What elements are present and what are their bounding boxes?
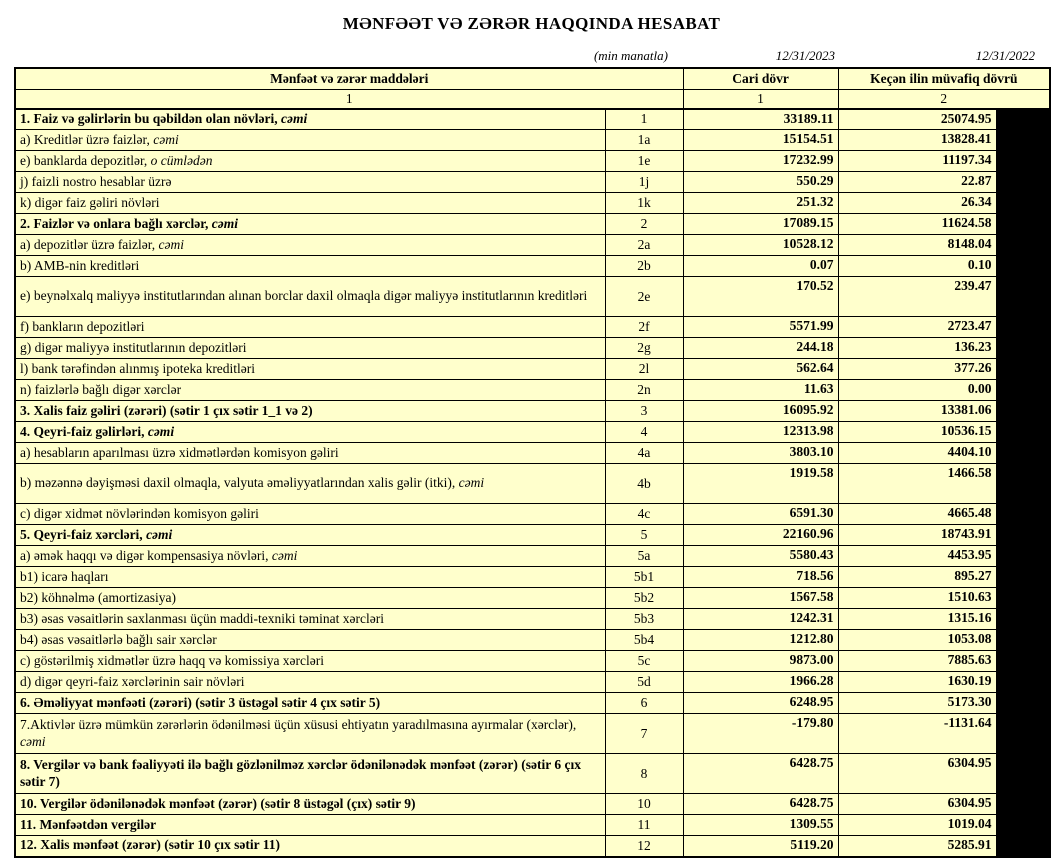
row-label-em: cəmi (147, 423, 175, 439)
row-label (15, 151, 605, 172)
table-row (15, 630, 1050, 651)
row-previous-value: 1510.63 (838, 588, 996, 609)
black-filler-cell (996, 693, 1050, 714)
row-code: 1k (605, 193, 683, 214)
row-label-text: a) Kreditlər üzrə faizlər, (20, 131, 154, 147)
black-filler-cell (996, 630, 1050, 651)
table-row (15, 214, 1050, 235)
row-current-value: 6248.95 (683, 693, 838, 714)
row-previous-value: 4665.48 (838, 504, 996, 525)
table-row (15, 672, 1050, 693)
row-current-value: 11.63 (683, 380, 838, 401)
black-filler-cell (996, 443, 1050, 464)
table-row (15, 172, 1050, 193)
row-previous-value: 136.23 (838, 338, 996, 359)
row-code: 5b1 (605, 567, 683, 588)
row-previous-value: 377.26 (838, 359, 996, 380)
black-filler-cell (996, 380, 1050, 401)
row-current-value: 10528.12 (683, 235, 838, 256)
black-filler-cell (996, 504, 1050, 525)
row-label-text: 4. Qeyri-faiz gəlirləri, (20, 423, 148, 439)
row-previous-value: 18743.91 (838, 525, 996, 546)
row-current-value: 550.29 (683, 172, 838, 193)
row-code: 2g (605, 338, 683, 359)
row-current-value: 16095.92 (683, 401, 838, 422)
row-label (15, 109, 605, 130)
row-previous-value: 25074.95 (838, 109, 996, 130)
table-row (15, 193, 1050, 214)
black-filler-cell (996, 651, 1050, 672)
row-previous-value: 6304.95 (838, 794, 996, 815)
black-filler-cell (996, 567, 1050, 588)
row-label (15, 464, 605, 504)
table-row (15, 256, 1050, 277)
row-current-value: 6591.30 (683, 504, 838, 525)
row-label-em: cəmi (153, 131, 179, 147)
table-row (15, 109, 1050, 130)
table-row (15, 693, 1050, 714)
header-row (15, 68, 1050, 89)
row-previous-value: 1630.19 (838, 672, 996, 693)
row-code: 2e (605, 277, 683, 317)
row-previous-value: 1053.08 (838, 630, 996, 651)
row-label (15, 504, 605, 525)
row-previous-value: 0.10 (838, 256, 996, 277)
row-previous-value: 6304.95 (838, 754, 996, 794)
row-label-text: 7.Aktivlər üzrə mümkün zərərlərin ödənilməsi üçün xüsusi ehtiyatın yaradılmasına ayırmalar (xərclər), (20, 716, 577, 732)
row-label-text: 3. Xalis faiz gəliri (zərəri) (sətir 1 çıx sətir 1_1 və 2) (20, 402, 313, 418)
black-filler-cell (996, 422, 1050, 443)
row-label-text: c) digər xidmət növlərindən komisyon gəliri (20, 505, 259, 521)
row-label-em: cəmi (211, 215, 238, 231)
row-label-text: a) əmək haqqı və digər kompensasiya növləri, (20, 547, 272, 563)
table-row (15, 525, 1050, 546)
row-code: 8 (605, 754, 683, 794)
row-label (15, 193, 605, 214)
row-code: 2b (605, 256, 683, 277)
row-label (15, 130, 605, 151)
row-label (15, 651, 605, 672)
row-previous-value: 1315.16 (838, 609, 996, 630)
row-label-text: 5. Qeyri-faiz xərcləri, (20, 526, 147, 542)
row-current-value: 718.56 (683, 567, 838, 588)
row-label-text: b) AMB-nin kreditləri (20, 257, 140, 273)
meta-row (14, 48, 1049, 64)
row-previous-value: 7885.63 (838, 651, 996, 672)
table-row (15, 504, 1050, 525)
row-label (15, 672, 605, 693)
row-previous-value: 5285.91 (838, 836, 996, 857)
row-label-text: 10. Vergilər ödənilənədək mənfəət (zərər) (sətir 8 üstəgəl (çıx) sətir 9) (20, 795, 416, 811)
row-label-text: b3) əsas vəsaitlərin saxlanması üçün maddi-texniki təminat xərcləri (20, 610, 385, 626)
row-label (15, 317, 605, 338)
col-header-current: Cari dövr (683, 68, 838, 89)
row-current-value: 5580.43 (683, 546, 838, 567)
profit-loss-table (14, 67, 1051, 858)
black-filler-cell (996, 672, 1050, 693)
row-previous-value: 8148.04 (838, 235, 996, 256)
row-code: 2l (605, 359, 683, 380)
row-label-text: b1) icarə haqları (20, 568, 109, 584)
table-row (15, 338, 1050, 359)
black-filler-cell (996, 815, 1050, 836)
row-label-em: cəmi (281, 110, 308, 126)
table-row (15, 277, 1050, 317)
row-current-value: 1309.55 (683, 815, 838, 836)
row-code: 4a (605, 443, 683, 464)
table-row (15, 235, 1050, 256)
table-row (15, 380, 1050, 401)
row-previous-value: 11197.34 (838, 151, 996, 172)
black-filler-cell (996, 277, 1050, 317)
row-label (15, 380, 605, 401)
row-current-value: 1212.80 (683, 630, 838, 651)
row-label-text: e) beynəlxalq maliyyə institutlarından alınan borclar daxil olmaqla digər maliyyə institutlarının kreditləri (20, 288, 588, 304)
row-code: 2 (605, 214, 683, 235)
row-label (15, 567, 605, 588)
row-label (15, 277, 605, 317)
black-filler-cell (996, 130, 1050, 151)
row-label (15, 338, 605, 359)
unit-note: (min manatla) (593, 48, 668, 63)
black-filler-cell (996, 338, 1050, 359)
row-label (15, 754, 605, 794)
row-label (15, 422, 605, 443)
column-number-row (15, 89, 1050, 109)
row-label-text: a) depozitlər üzrə faizlər, (20, 236, 159, 252)
row-current-value: 17089.15 (683, 214, 838, 235)
row-label (15, 443, 605, 464)
row-label (15, 546, 605, 567)
row-label-text: e) banklarda depozitlər, (20, 152, 151, 168)
black-filler-cell (996, 714, 1050, 754)
row-code: 3 (605, 401, 683, 422)
row-label-text: l) bank tərəfindən alınmış ipoteka kreditləri (20, 360, 256, 376)
report-title: MƏNFƏƏT VƏ ZƏRƏR HAQQINDA HESABAT (342, 14, 721, 33)
table-row (15, 754, 1050, 794)
row-code: 2f (605, 317, 683, 338)
row-code: 1e (605, 151, 683, 172)
row-label-text: 12. Xalis mənfəət (zərər) (sətir 10 çıx sətir 11) (20, 837, 281, 853)
row-label-text: b2) köhnəlmə (amortizasiya) (20, 589, 176, 605)
row-code: 1 (605, 109, 683, 130)
row-code: 6 (605, 693, 683, 714)
row-current-value: 33189.11 (683, 109, 838, 130)
table-row (15, 836, 1050, 857)
row-code: 2a (605, 235, 683, 256)
row-current-value: -179.80 (683, 714, 838, 754)
col-num-current: 1 (683, 89, 838, 109)
black-filler-cell (996, 588, 1050, 609)
col-header-previous: Keçən ilin müvafiq dövrü (838, 68, 1050, 89)
row-previous-value: 1019.04 (838, 815, 996, 836)
row-previous-value: -1131.64 (838, 714, 996, 754)
row-label (15, 794, 605, 815)
row-current-value: 9873.00 (683, 651, 838, 672)
row-current-value: 15154.51 (683, 130, 838, 151)
row-code: 5 (605, 525, 683, 546)
row-current-value: 0.07 (683, 256, 838, 277)
date-previous: 12/31/2022 (975, 48, 1035, 63)
row-current-value: 170.52 (683, 277, 838, 317)
row-previous-value: 5173.30 (838, 693, 996, 714)
table-row (15, 651, 1050, 672)
row-label (15, 256, 605, 277)
row-label (15, 588, 605, 609)
row-label (15, 525, 605, 546)
row-label-em: cəmi (20, 733, 46, 749)
black-filler-cell (996, 109, 1050, 130)
row-label-text: 2. Faizlər və onlara bağlı xərclər, (20, 215, 212, 231)
black-filler-cell (996, 235, 1050, 256)
row-code: 1a (605, 130, 683, 151)
black-filler-cell (996, 172, 1050, 193)
table-row (15, 588, 1050, 609)
row-code: 5b3 (605, 609, 683, 630)
row-current-value: 17232.99 (683, 151, 838, 172)
table-header (15, 68, 1050, 109)
black-filler-cell (996, 836, 1050, 857)
row-label-em: cəmi (146, 526, 173, 542)
row-label (15, 214, 605, 235)
row-previous-value: 13828.41 (838, 130, 996, 151)
row-label-em: o cümlədən (150, 152, 213, 168)
table-row (15, 714, 1050, 754)
date-current: 12/31/2023 (775, 48, 835, 63)
row-label (15, 172, 605, 193)
row-previous-value: 22.87 (838, 172, 996, 193)
black-filler-cell (996, 193, 1050, 214)
row-code: 1j (605, 172, 683, 193)
table-row (15, 546, 1050, 567)
row-label-text: c) göstərilmiş xidmətlər üzrə haqq və komissiya xərcləri (20, 652, 325, 668)
black-filler-cell (996, 794, 1050, 815)
row-label-text: 6. Əməliyyat mənfəəti (zərəri) (sətir 3 üstəgəl sətir 4 çıx sətir 5) (20, 694, 381, 710)
row-current-value: 22160.96 (683, 525, 838, 546)
black-filler-cell (996, 546, 1050, 567)
row-label-text: 8. Vergilər və bank fəaliyyəti ilə bağlı gözlənilməz xərclər ödənilənədək mənfəət (zərər) (sətir 6 çıx sətir 7) (20, 756, 581, 789)
row-label-em: cəmi (458, 475, 485, 491)
row-code: 4b (605, 464, 683, 504)
table-row (15, 317, 1050, 338)
row-code: 5c (605, 651, 683, 672)
row-label-text: a) hesabların aparılması üzrə xidmətlərdən komisyon gəliri (20, 444, 339, 460)
row-previous-value: 4404.10 (838, 443, 996, 464)
row-label-em: cəmi (158, 236, 184, 252)
black-filler-cell (996, 401, 1050, 422)
col-num-items: 1 (15, 89, 683, 109)
black-filler-cell (996, 214, 1050, 235)
table-row (15, 401, 1050, 422)
row-label (15, 401, 605, 422)
table-row (15, 359, 1050, 380)
black-filler-cell (996, 317, 1050, 338)
row-label-text: n) faizlərlə bağlı digər xərclər (20, 381, 182, 397)
table-row (15, 815, 1050, 836)
row-label-text: g) digər maliyyə institutlarının depozitləri (20, 339, 247, 355)
row-label (15, 609, 605, 630)
row-previous-value: 0.00 (838, 380, 996, 401)
table-row (15, 151, 1050, 172)
row-current-value: 1567.58 (683, 588, 838, 609)
table-row (15, 794, 1050, 815)
row-code: 10 (605, 794, 683, 815)
row-current-value: 5119.20 (683, 836, 838, 857)
table-body (15, 109, 1050, 857)
row-label-text: k) digər faiz gəliri növləri (20, 194, 160, 210)
row-previous-value: 895.27 (838, 567, 996, 588)
row-current-value: 1242.31 (683, 609, 838, 630)
row-label (15, 815, 605, 836)
row-code: 5a (605, 546, 683, 567)
row-previous-value: 10536.15 (838, 422, 996, 443)
row-code: 2n (605, 380, 683, 401)
row-current-value: 244.18 (683, 338, 838, 359)
row-current-value: 6428.75 (683, 794, 838, 815)
black-filler-cell (996, 359, 1050, 380)
row-code: 11 (605, 815, 683, 836)
table-row (15, 443, 1050, 464)
table-row (15, 567, 1050, 588)
row-code: 4 (605, 422, 683, 443)
row-label-text: b) məzənnə dəyişməsi daxil olmaqla, valyuta əməliyyatlarından xalis gəlir (itki), (20, 475, 459, 491)
table-row (15, 609, 1050, 630)
row-current-value: 5571.99 (683, 317, 838, 338)
row-code: 4c (605, 504, 683, 525)
row-label-text: d) digər qeyri-faiz xərclərinin sair növləri (20, 673, 245, 689)
row-label (15, 235, 605, 256)
table-row (15, 464, 1050, 504)
row-code: 7 (605, 714, 683, 754)
row-previous-value: 1466.58 (838, 464, 996, 504)
row-previous-value: 11624.58 (838, 214, 996, 235)
col-num-previous: 2 (838, 89, 1050, 109)
row-label-text: b4) əsas vəsaitlərlə bağlı sair xərclər (20, 631, 217, 647)
row-label-text: 1. Faiz və gəlirlərin bu qəbildən olan növləri, (20, 110, 281, 126)
black-filler-cell (996, 525, 1050, 546)
col-header-items: Mənfəət və zərər maddələri (15, 68, 683, 89)
row-label (15, 630, 605, 651)
row-current-value: 3803.10 (683, 443, 838, 464)
row-previous-value: 2723.47 (838, 317, 996, 338)
row-label-text: f) bankların depozitləri (20, 318, 145, 334)
row-code: 5b2 (605, 588, 683, 609)
row-label (15, 836, 605, 857)
black-filler-cell (996, 754, 1050, 794)
row-previous-value: 13381.06 (838, 401, 996, 422)
row-label (15, 714, 605, 754)
black-filler-cell (996, 609, 1050, 630)
table-row (15, 130, 1050, 151)
black-filler-cell (996, 151, 1050, 172)
black-filler-cell (996, 256, 1050, 277)
black-filler-cell (996, 464, 1050, 504)
row-label (15, 359, 605, 380)
row-previous-value: 239.47 (838, 277, 996, 317)
row-current-value: 562.64 (683, 359, 838, 380)
row-current-value: 1919.58 (683, 464, 838, 504)
row-label-text: 11. Mənfəətdən vergilər (20, 816, 157, 832)
row-label (15, 693, 605, 714)
row-previous-value: 26.34 (838, 193, 996, 214)
row-code: 5b4 (605, 630, 683, 651)
row-current-value: 251.32 (683, 193, 838, 214)
row-label-em: cəmi (271, 547, 298, 563)
row-label-text: j) faizli nostro hesablar üzrə (20, 173, 172, 189)
row-code: 5d (605, 672, 683, 693)
row-previous-value: 4453.95 (838, 546, 996, 567)
row-code: 12 (605, 836, 683, 857)
row-current-value: 1966.28 (683, 672, 838, 693)
row-current-value: 12313.98 (683, 422, 838, 443)
row-current-value: 6428.75 (683, 754, 838, 794)
table-row (15, 422, 1050, 443)
